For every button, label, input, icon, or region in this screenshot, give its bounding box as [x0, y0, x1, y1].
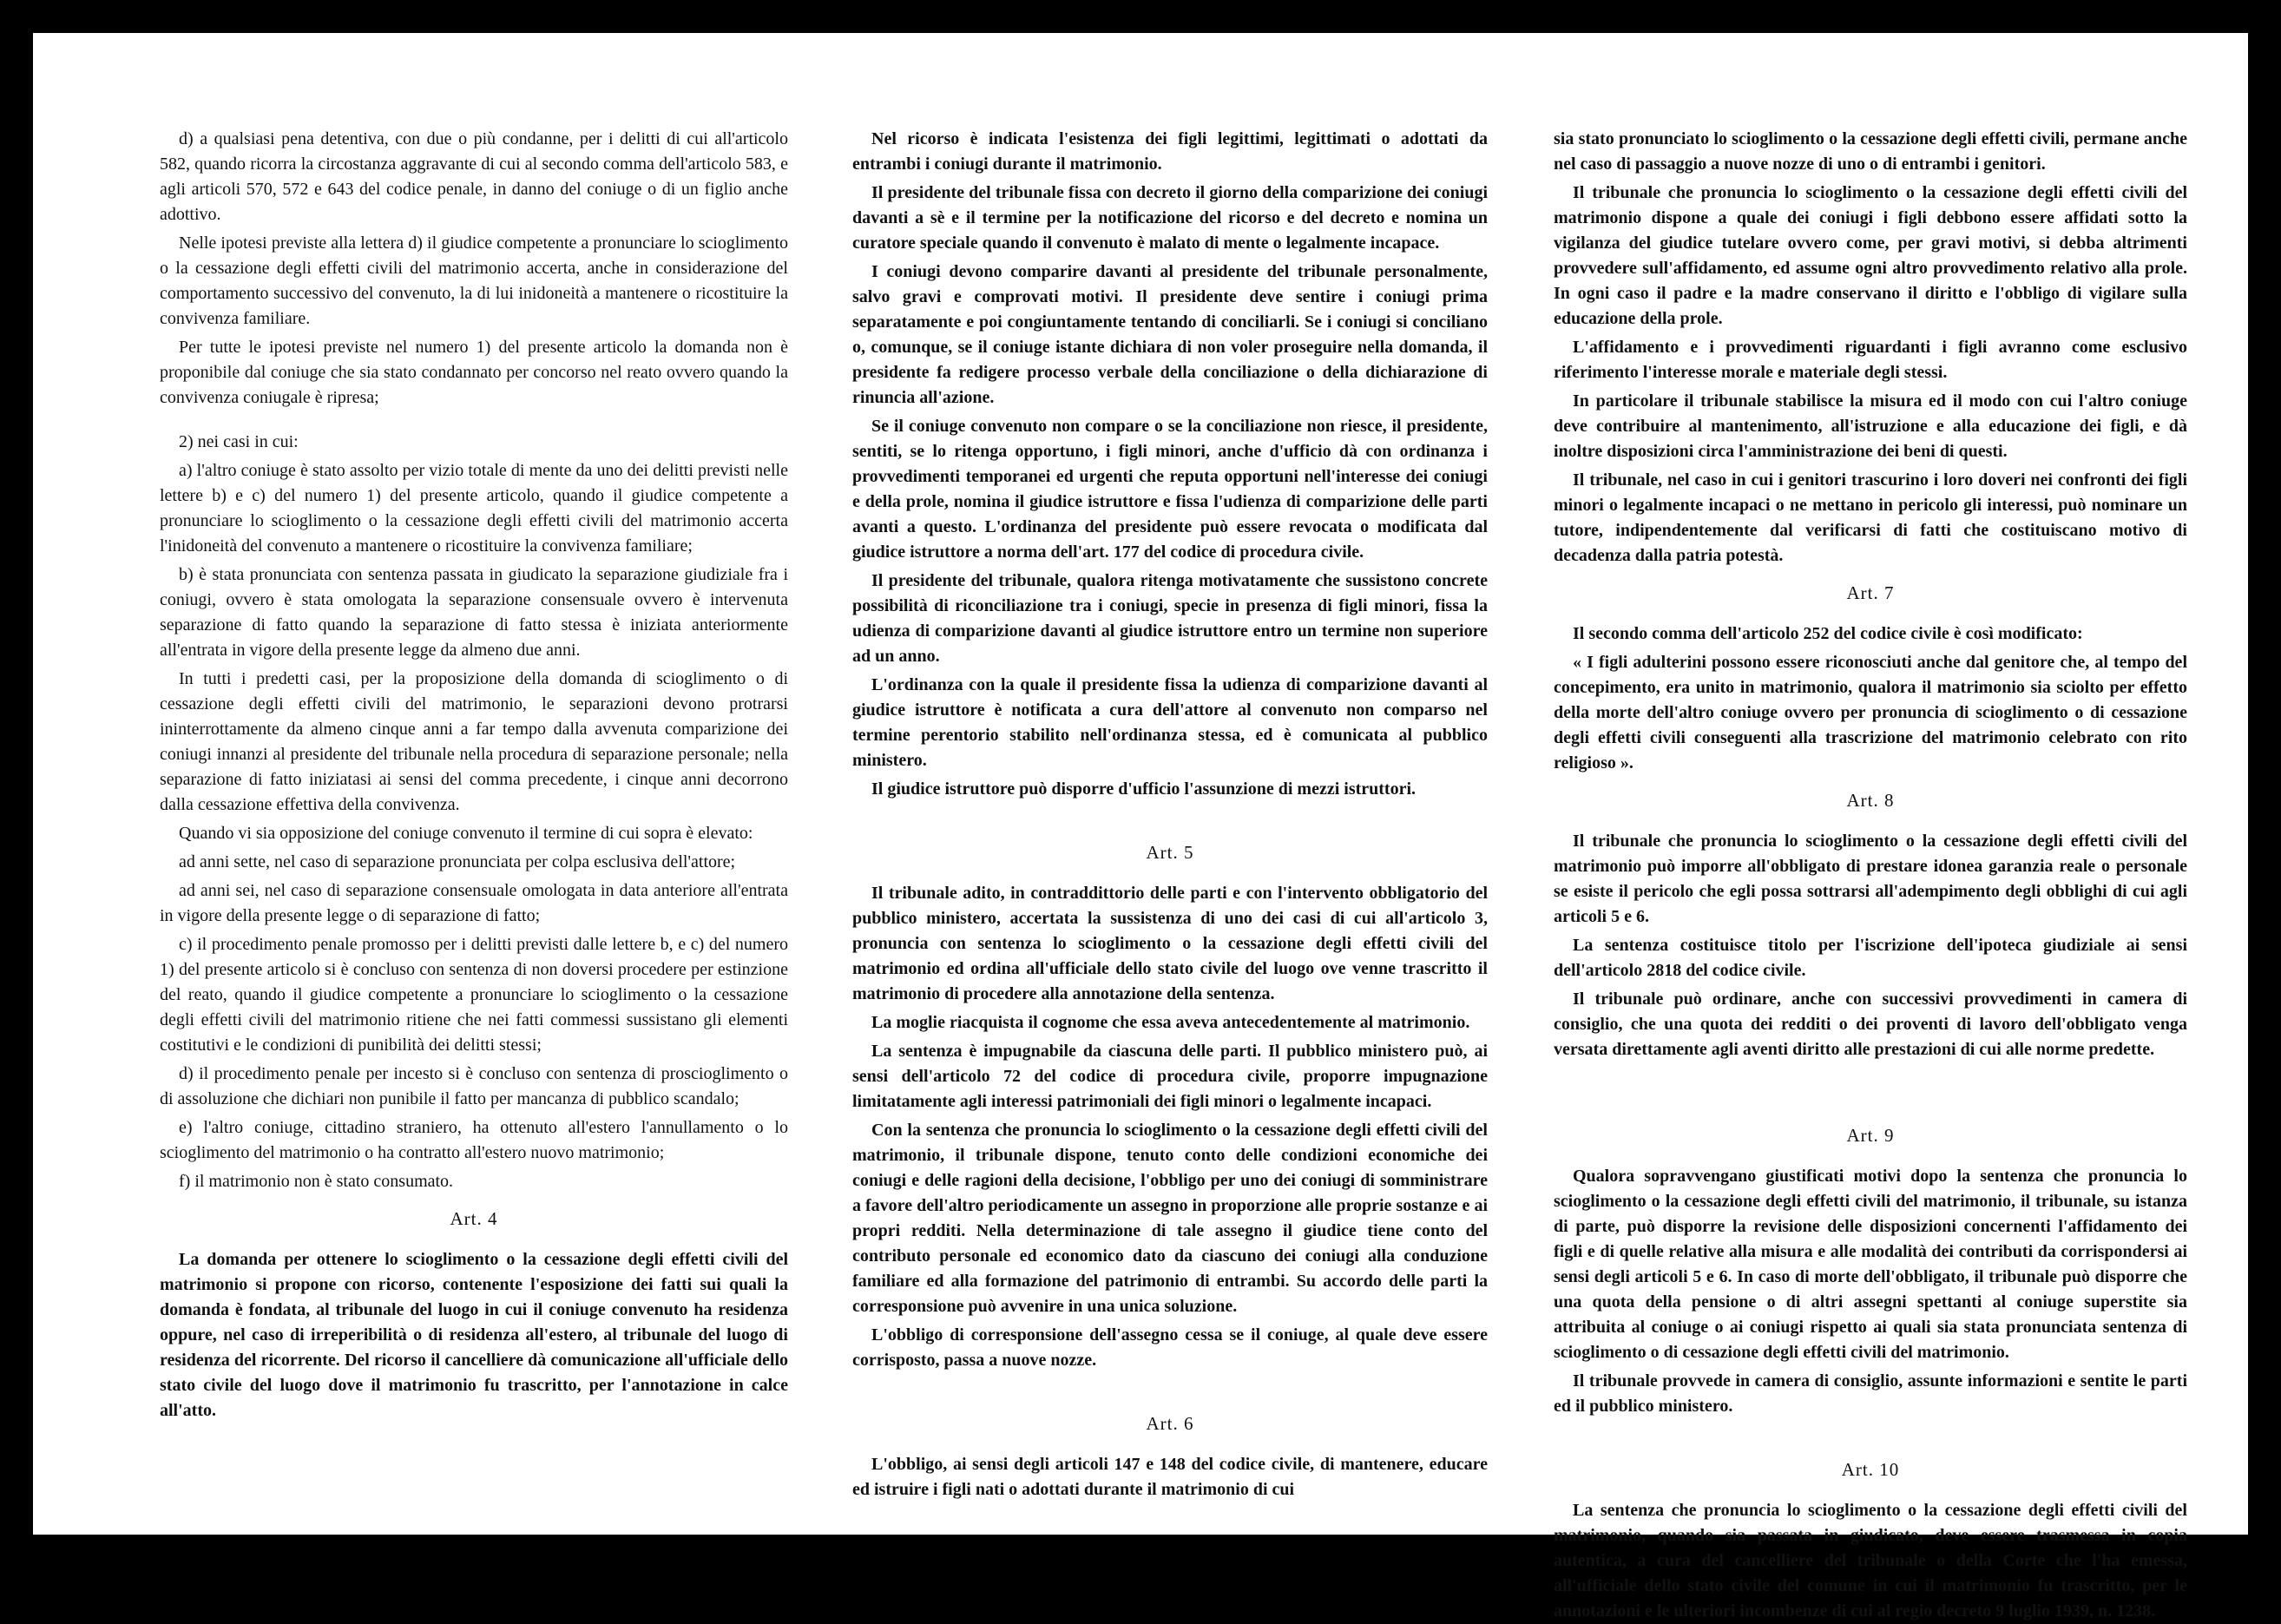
text-column-right: [1554, 127, 2187, 1621]
paragraph: 2) nei casi in cui:: [179, 432, 299, 451]
paragraph: La moglie riacquista il cognome che essa aveva antecedentemente al matrimonio.: [871, 1013, 1470, 1032]
article-heading: Art. 8: [1846, 790, 1895, 811]
paragraph: Quando vi sia opposizione del coniuge convenuto il termine di cui sopra è elevato:: [179, 824, 753, 843]
paragraph: Il presidente del tribunale fissa con decreto il giorno della comparizione dei coniugi davanti a sè e il termine per la notificazione del ricorso e del decreto e nomina un curatore speciale quando il convenuto è malato di mente o legalmente incapace.: [852, 183, 1488, 253]
paragraph: L'obbligo di corresponsione dell'assegno cessa se il coniuge, al quale deve essere corrisposto, passa a nuove nozze.: [852, 1325, 1488, 1370]
paragraph: Con la sentenza che pronuncia lo scioglimento o la cessazione degli effetti civili del matrimonio, il tribunale dispone, tenuto conto delle condizioni economiche dei coniugi e delle ragioni della decisione, l'obbligo per uno dei coniugi di somministrare a favore dell'altro periodicamente un assegno in proporzione alle proprie sostanze e ai propri redditi. Nella determinazione di tale assegno il giudice tiene conto del contributo personale ed economico dato da ciascuno dei coniugi alla conduzione familiare ed alla formazione del patrimonio di entrambi. Su accordo delle parti la corresponsione può avvenire in una unica soluzione.: [852, 1121, 1488, 1316]
paragraph: ad anni sei, nel caso di separazione consensuale omologata in data anteriore all'entrata in vigore della presente legge o di separazione di fatto;: [160, 881, 788, 925]
document-page: [33, 33, 2248, 1621]
paragraph: Se il coniuge convenuto non compare o se la conciliazione non riesce, il presidente, sentiti, se lo ritenga opportuno, i figli minori, anche d'ufficio dà con ordinanza i provvedimenti temporanei ed urgenti che reputa opportuni nell'interesse dei coniugi e della prole, nomina il giudice istruttore e fissa l'udienza di comparizione delle parti avanti a questo. L'ordinanza del presidente può essere revocata o modificata dal giudice istruttore a norma dell'art. 177 del codice di procedura civile.: [852, 417, 1488, 562]
paragraph: Il tribunale, nel caso in cui i genitori trascurino i loro doveri nei confronti dei figli minori o legalmente incapaci o ne mettano in pericolo gli interessi, può nominare un tutore, indipendentemente dal verificarsi di fatti che costituiscano motivo di decadenza dalla patria potestà.: [1554, 470, 2187, 565]
text-column-left: [160, 127, 788, 1481]
paragraph: Il secondo comma dell'articolo 252 del codice civile è così modificato:: [1573, 624, 2083, 643]
paragraph: La sentenza che pronuncia lo scioglimento o la cessazione degli effetti civili del matrimonio, quando sia passata in giudicato, deve essere trasmessa in copia autentica, a cura del cancelliere del tribunale o della Corte che l'ha emessa, all'ufficiale dello stato civile del comune in cui il matrimonio fu trascritto, per le annotazioni e le ulteriori incombenze di cui al regio decreto 9 luglio 1939, n. 1238.: [1554, 1501, 2187, 1621]
paragraph: Il tribunale che pronuncia lo scioglimento o la cessazione degli effetti civili del matrimonio dispone a quale dei coniugi i figli debbono essere affidati sotto la vigilanza del giudice tutelare ovvero come, per gravi motivi, si debba altrimenti provvedere sull'affidamento, ed assume ogni altro provvedimento relativo alla prole. In ogni caso il padre e la madre conservano il diritto e l'obbligo di vigilare sulla educazione della prole.: [1554, 183, 2187, 328]
text-column-middle: [852, 127, 1488, 1499]
paragraph: c) il procedimento penale promosso per i delitti previsti dalle lettere b, e c) del numero 1) del presente articolo si è concluso con sentenza di non doversi procedere per estinzione del reato, quando il giudice competente a pronunciare lo scioglimento o la cessazione degli effetti civili del matrimonio ritiene che nei fatti commessi sussistano gli elementi costitutivi e le condizioni di punibilità dei delitti stessi;: [160, 935, 788, 1055]
paragraph: La sentenza è impugnabile da ciascuna delle parti. Il pubblico ministero può, ai sensi dell'articolo 72 del codice di procedura civile, proporre impugnazione limitatamente agli interessi patrimoniali dei figli minori o legalmente incapaci.: [852, 1042, 1488, 1111]
paragraph: « I figli adulterini possono essere riconosciuti anche dal genitore che, al tempo del concepimento, era unito in matrimonio, qualora il matrimonio sia sciolto per effetto della morte dell'altro coniuge ovvero per pronuncia di scioglimento o di cessazione degli effetti civili conseguenti alla trascrizione del matrimonio celebrato con rito religioso ».: [1554, 653, 2187, 773]
paragraph: Per tutte le ipotesi previste nel numero 1) del presente articolo la domanda non è proponibile dal coniuge che sia stato condannato per concorso nel reato ovvero quando la convivenza coniugale è ripresa;: [160, 338, 788, 407]
paragraph: ad anni sette, nel caso di separazione pronunciata per colpa esclusiva dell'attore;: [179, 852, 736, 871]
paragraph: L'affidamento e i provvedimenti riguardanti i figli avranno come esclusivo riferimento l'interesse morale e materiale degli stessi.: [1554, 338, 2187, 382]
paragraph: sia stato pronunciato lo scioglimento o la cessazione degli effetti civili, permane anche nel caso di passaggio a nuove nozze di uno o di entrambi i genitori.: [1554, 129, 2187, 174]
paragraph: Il presidente del tribunale, qualora ritenga motivatamente che sussistono concrete possibilità di riconciliazione tra i coniugi, specie in presenza di figli minori, fissa la udienza di comparizione davanti al giudice istruttore entro un termine non superiore ad un anno.: [852, 571, 1488, 666]
paragraph: L'obbligo, ai sensi degli articoli 147 e 148 del codice civile, di mantenere, educare ed istruire i figli nati o adottati durante il matrimonio di cui: [852, 1455, 1488, 1499]
paragraph: Il tribunale può ordinare, anche con successivi provvedimenti in camera di consiglio, che una quota dei redditi o dei proventi di lavoro dell'obbligato venga versata direttamente agli aventi diritto alle prestazioni di cui alle norme predette.: [1554, 990, 2187, 1059]
paragraph: b) è stata pronunciata con sentenza passata in giudicato la separazione giudiziale fra i coniugi, ovvero è stata omologata la separazione consensuale ovvero è intervenuta separazione di fatto quando la separazione di fatto stessa è iniziata anteriormente all'entrata in vigore della presente legge da almeno due anni.: [160, 565, 788, 660]
article-heading: Art. 5: [1146, 842, 1194, 863]
paragraph: f) il matrimonio non è stato consumato.: [179, 1172, 454, 1191]
paragraph: La domanda per ottenere lo scioglimento o la cessazione degli effetti civili del matrimonio si propone con ricorso, contenente l'esposizione dei fatti sui quali la domanda è fondata, al tribunale del luogo in cui il coniuge convenuto ha residenza oppure, nel caso di irreperibilità o di residenza all'estero, al tribunale del luogo di residenza del ricorrente. Del ricorso il cancelliere dà comunicazione all'ufficiale dello stato civile del luogo dove il matrimonio fu trascritto, per l'annotazione in calce all'atto.: [160, 1250, 788, 1420]
paragraph: L'ordinanza con la quale il presidente fissa la udienza di comparizione davanti al giudice istruttore è notificata a cura dell'attore al convenuto non comparso nel termine perentorio stabilito nell'ordinanza stessa, ed è comunicata al pubblico ministero.: [852, 675, 1488, 770]
paragraph: a) l'altro coniuge è stato assolto per vizio totale di mente da uno dei delitti previsti nelle lettere b) e c) del numero 1) del presente articolo, quando il giudice competente a pronunciare lo scioglimento o la cessazione degli effetti civili del matrimonio accerta l'inidoneità del convenuto a mantenere o ricostituire la convivenza familiare;: [160, 461, 788, 556]
paragraph: Il giudice istruttore può disporre d'ufficio l'assunzione di mezzi istruttori.: [871, 779, 1417, 799]
article-heading: Art. 6: [1146, 1413, 1194, 1434]
paragraph: Nel ricorso è indicata l'esistenza dei figli legittimi, legittimati o adottati da entrambi i coniugi durante il matrimonio.: [852, 129, 1488, 174]
article-heading: Art. 9: [1846, 1125, 1895, 1146]
paragraph: Il tribunale che pronuncia lo scioglimento o la cessazione degli effetti civili del matrimonio può imporre all'obbligato di prestare idonea garanzia reale o personale se esiste il pericolo che egli possa sottrarsi all'adempimento degli obblighi di cui agli articoli 5 e 6.: [1554, 832, 2187, 926]
paragraph: d) il procedimento penale per incesto si è concluso con sentenza di proscioglimento o di assoluzione che dichiari non punibile il fatto per mancanza di pubblico scandalo;: [160, 1064, 788, 1108]
paragraph: In tutti i predetti casi, per la proposizione della domanda di scioglimento o di cessazione degli effetti civili del matrimonio, le separazioni devono protrarsi ininterrottamente da almeno cinque anni a far tempo dalla avvenuta comparizione dei coniugi innanzi al presidente del tribunale nella procedura di separazione personale; nella separazione di fatto iniziatasi ai sensi del comma precedente, i cinque anni decorrono dalla cessazione effettiva della convivenza.: [160, 669, 788, 814]
article-heading: Art. 7: [1846, 582, 1895, 603]
paragraph: Qualora sopravvengano giustificati motivi dopo la sentenza che pronuncia lo scioglimento o la cessazione degli effetti civili del matrimonio, il tribunale, su istanza di parte, può disporre la revisione delle disposizioni concernenti l'affidamento dei figli e di quelle relative alla misura e alle modalità dei contributi da corrispondersi ai sensi degli articoli 5 e 6. In caso di morte dell'obbligato, il tribunale può disporre che una quota della pensione o di altri assegni spettanti al coniuge superstite sia attribuita al coniuge o ai coniugi rispetto ai quali sia stata pronunciata sentenza di scioglimento o di cessazione degli effetti civili del matrimonio.: [1554, 1167, 2187, 1362]
paragraph: d) a qualsiasi pena detentiva, con due o più condanne, per i delitti di cui all'articolo 582, quando ricorra la circostanza aggravante di cui al secondo comma dell'articolo 583, e agli articoli 570, 572 e 643 del codice penale, in danno del coniuge o di un figlio anche adottivo.: [160, 129, 788, 224]
paragraph: In particolare il tribunale stabilisce la misura ed il modo con cui l'altro coniuge deve contribuire al mantenimento, all'istruzione e alla educazione dei figli, e dà inoltre disposizioni circa l'amministrazione dei beni di questi.: [1554, 391, 2187, 461]
paragraph: Il tribunale adito, in contraddittorio delle parti e con l'intervento obbligatorio del pubblico ministero, accertata la sussistenza di uno dei casi di cui all'articolo 3, pronuncia con sentenza lo scioglimento o la cessazione degli effetti civili del matrimonio ed ordina all'ufficiale dello stato civile del luogo ove venne trascritto il matrimonio di procedere alla annotazione della sentenza.: [852, 884, 1488, 1003]
paragraph: La sentenza costituisce titolo per l'iscrizione dell'ipoteca giudiziale ai sensi dell'articolo 2818 del codice civile.: [1554, 936, 2187, 980]
paragraph: e) l'altro coniuge, cittadino straniero, ha ottenuto all'estero l'annullamento o lo scioglimento del matrimonio o ha contratto all'estero nuovo matrimonio;: [160, 1118, 788, 1162]
paragraph: Nelle ipotesi previste alla lettera d) il giudice competente a pronunciare lo scioglimento o la cessazione degli effetti civili del matrimonio accerta, anche in considerazione del comportamento successivo del convenuto, la di lui inidoneità a mantenere o ricostituire la convivenza familiare.: [160, 233, 788, 328]
paragraph: Il tribunale provvede in camera di consiglio, assunte informazioni e sentite le parti ed il pubblico ministero.: [1554, 1371, 2187, 1416]
article-heading: Art. 10: [1841, 1459, 1900, 1480]
paragraph: I coniugi devono comparire davanti al presidente del tribunale personalmente, salvo gravi e comprovati motivi. Il presidente deve sentire i coniugi prima separatamente e poi congiuntamente tentando di conciliarli. Se i coniugi si conciliano o, comunque, se il coniuge istante dichiara di non voler proseguire nella domanda, il presidente fa redigere processo verbale della conciliazione o della dichiarazione di rinuncia all'azione.: [852, 262, 1488, 407]
article-heading: Art. 4: [450, 1208, 498, 1229]
